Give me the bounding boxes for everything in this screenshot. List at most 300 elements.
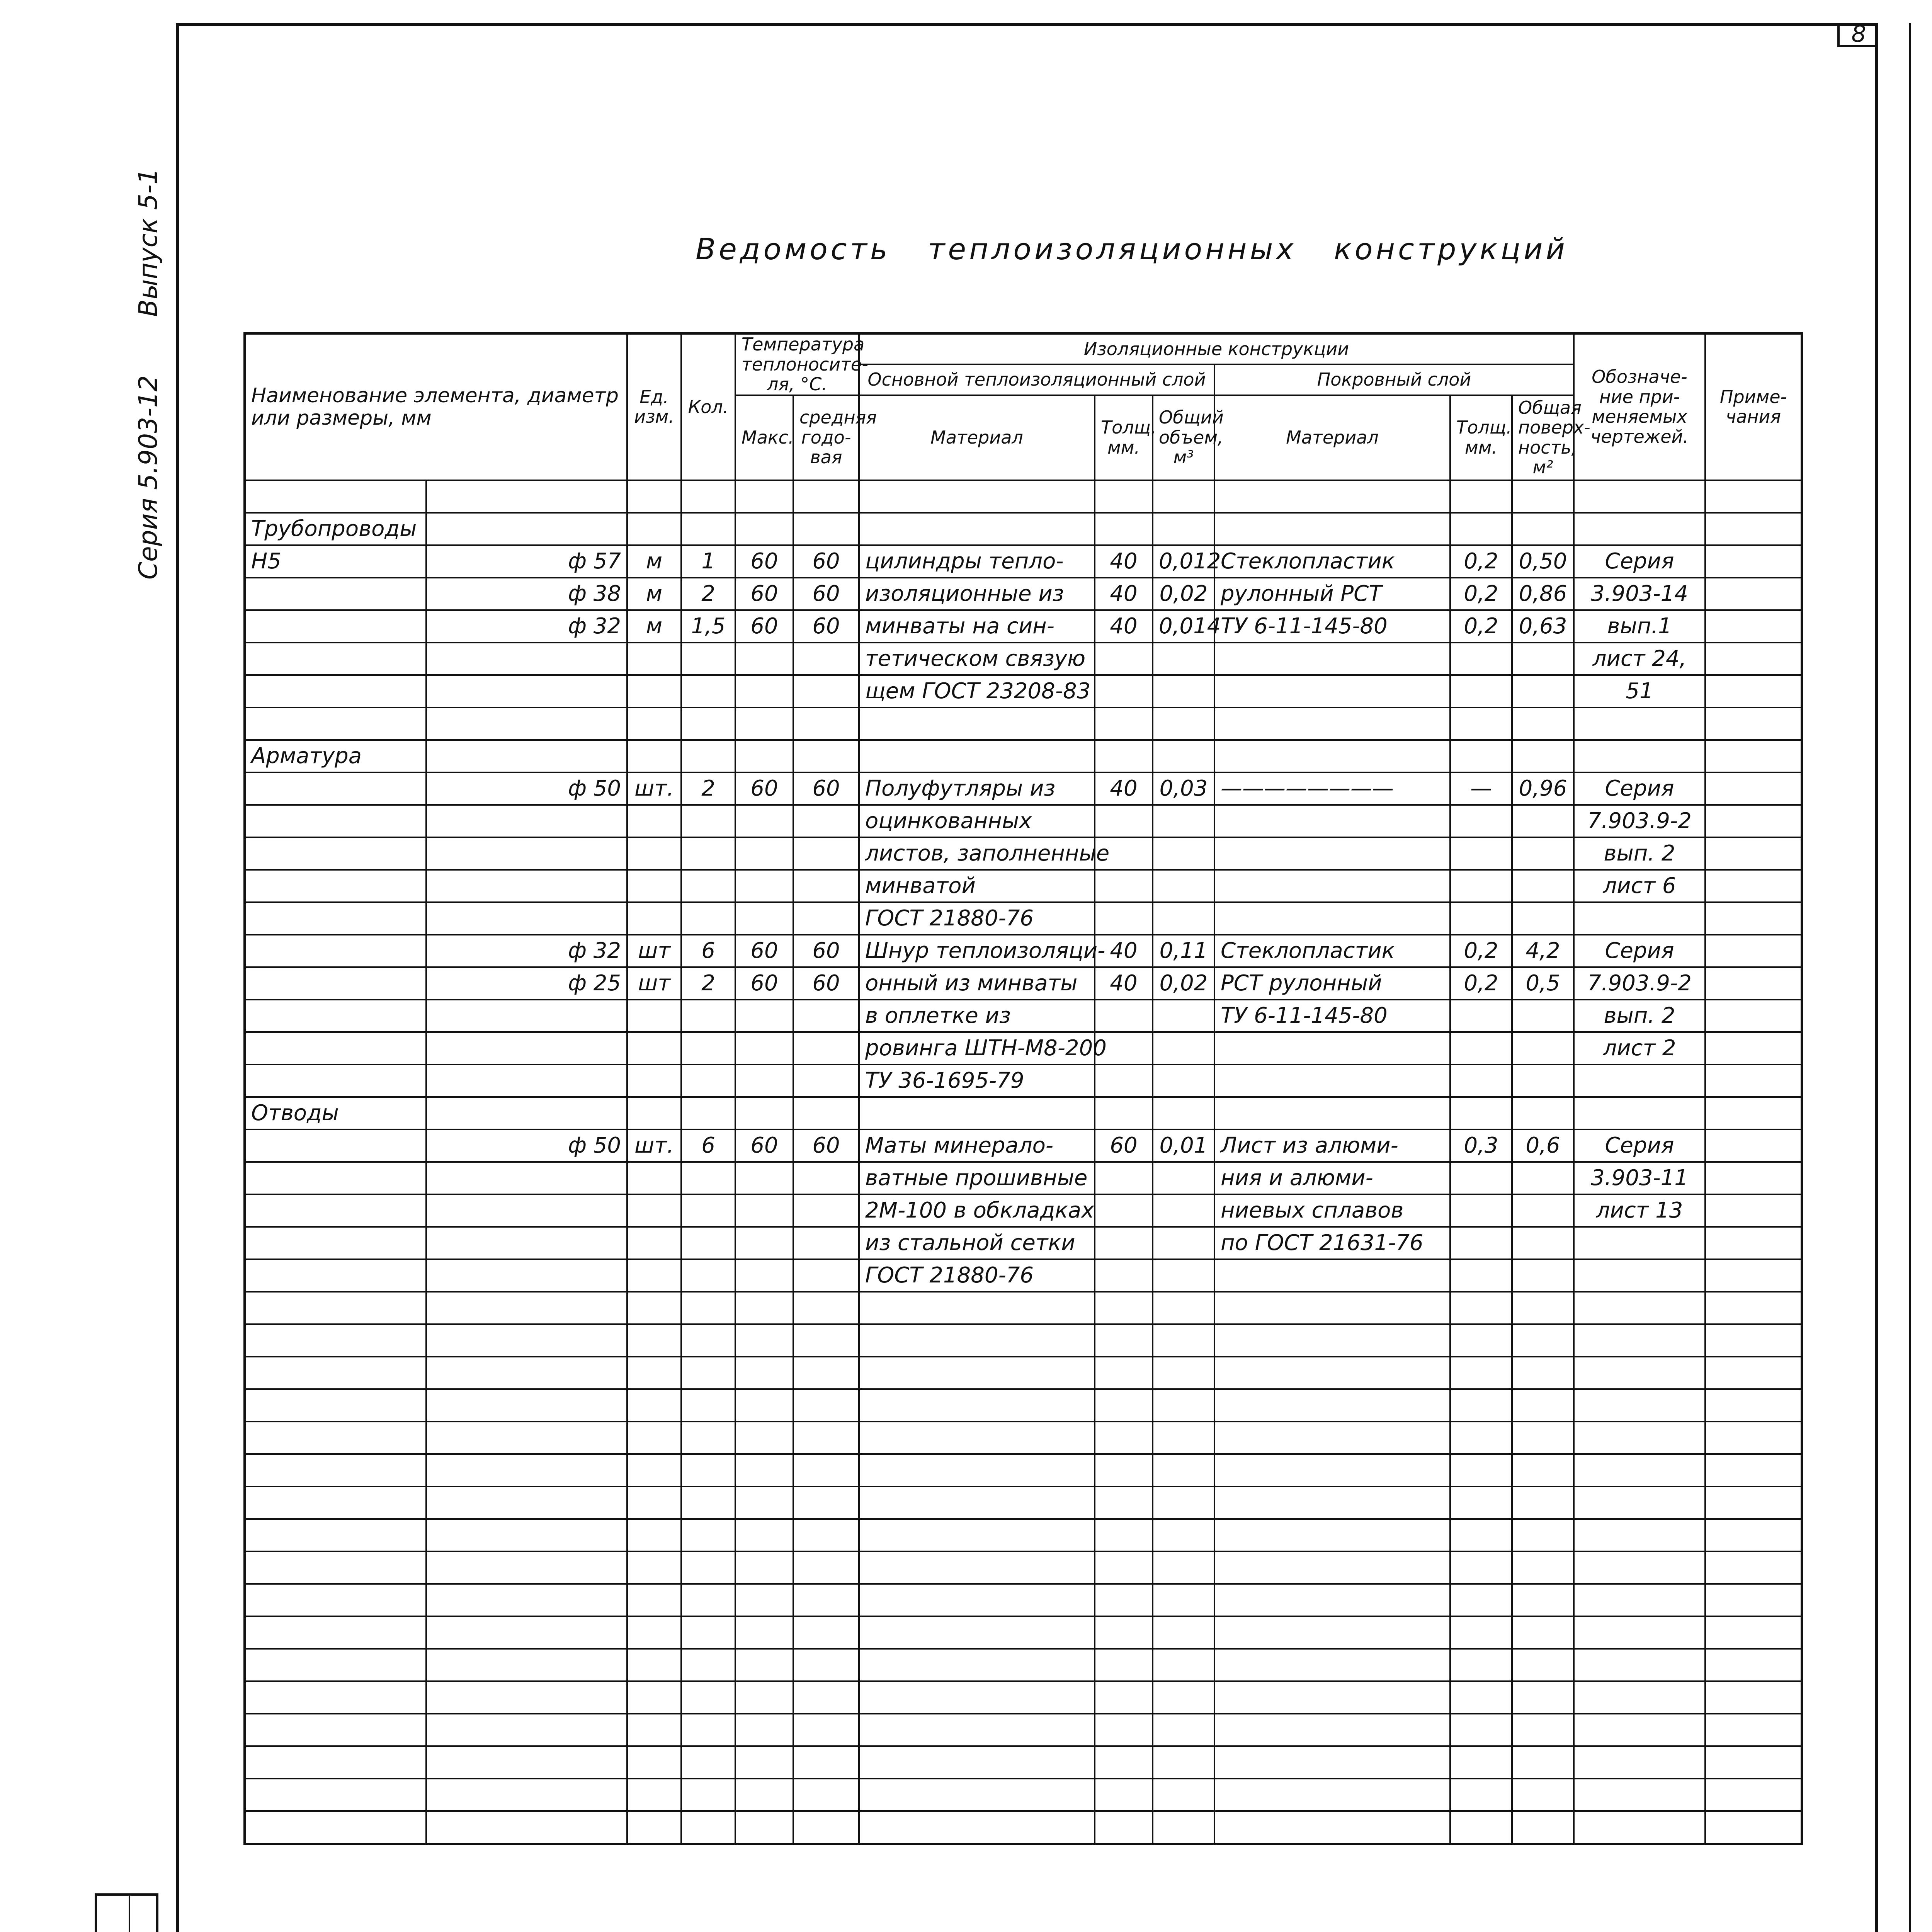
- cell-note: [1705, 935, 1802, 967]
- cell-thickness: [1095, 643, 1153, 675]
- cell-name: [245, 610, 426, 643]
- cell-cover-material: ТУ 6-11-145-80: [1214, 610, 1450, 643]
- cell-size: ф 50: [426, 772, 627, 805]
- cell-cover-thickness: 0,2: [1450, 578, 1512, 610]
- cell-note: [1705, 772, 1802, 805]
- cell-temp-max: [735, 1032, 793, 1065]
- cell-surface: 0,50: [1512, 545, 1574, 578]
- cell-cover-thickness: [1450, 480, 1512, 513]
- cell-qty: [681, 643, 735, 675]
- cell-note: [1705, 545, 1802, 578]
- empty-row: [245, 1292, 1802, 1324]
- cell-cover-material: ТУ 6-11-145-80: [1214, 1000, 1450, 1032]
- cell-unit: шт.: [627, 772, 681, 805]
- cell-material: минваты на син-: [859, 610, 1095, 643]
- cell-name: Трубопроводы: [245, 513, 426, 545]
- cell-thickness: [1095, 805, 1153, 837]
- insulation-table: [243, 332, 1803, 1845]
- cell-unit: [627, 480, 681, 513]
- cell-qty: 6: [681, 935, 735, 967]
- cell-thickness: [1095, 707, 1153, 740]
- table-row: [245, 675, 1802, 707]
- cell-unit: [627, 643, 681, 675]
- table-row: [245, 1259, 1802, 1292]
- cell-size: ф 38: [426, 578, 627, 610]
- cell-material: 2М-100 в обкладках: [859, 1194, 1095, 1227]
- cell-cover-material: [1214, 707, 1450, 740]
- cell-surface: [1512, 1162, 1574, 1194]
- cell-cover-material: рулонный РСТ: [1214, 578, 1450, 610]
- cell-designation: 7.903.9-2: [1574, 805, 1705, 837]
- cell-designation: Серия: [1574, 772, 1705, 805]
- cell-cover-thickness: [1450, 805, 1512, 837]
- cell-volume: [1153, 870, 1214, 902]
- cell-temp-max: [735, 870, 793, 902]
- cell-note: [1705, 513, 1802, 545]
- cell-note: [1705, 902, 1802, 935]
- cell-size: [426, 1065, 627, 1097]
- cell-temp-max: 60: [735, 772, 793, 805]
- cell-name: Н5: [245, 545, 426, 578]
- cell-cover-thickness: 0,2: [1450, 610, 1512, 643]
- cell-cover-thickness: [1450, 1162, 1512, 1194]
- cell-thickness: [1095, 1162, 1153, 1194]
- cell-temp-avg: [793, 805, 859, 837]
- header-cover-layer: Покровный слой: [1214, 364, 1574, 395]
- cell-volume: 0,11: [1153, 935, 1214, 967]
- table-row: [245, 1129, 1802, 1162]
- cell-name: [245, 578, 426, 610]
- cell-qty: [681, 902, 735, 935]
- cell-surface: [1512, 1032, 1574, 1065]
- cell-qty: [681, 837, 735, 870]
- page-title: Ведомость теплоизоляционных конструкций: [696, 232, 1568, 266]
- cell-thickness: [1095, 1000, 1153, 1032]
- cell-temp-avg: [793, 1000, 859, 1032]
- cell-size: [426, 707, 627, 740]
- table-row: [245, 1032, 1802, 1065]
- cell-thickness: 40: [1095, 610, 1153, 643]
- cell-size: [426, 643, 627, 675]
- cell-surface: [1512, 707, 1574, 740]
- empty-row: [245, 1746, 1802, 1779]
- cell-temp-avg: [793, 1194, 859, 1227]
- cell-cover-thickness: 0,2: [1450, 935, 1512, 967]
- series-label: Серия 5.903-12: [133, 375, 163, 580]
- table-row: [245, 1000, 1802, 1032]
- cell-cover-thickness: [1450, 740, 1512, 772]
- cell-temp-max: 60: [735, 610, 793, 643]
- cell-cover-thickness: [1450, 643, 1512, 675]
- cell-qty: 1: [681, 545, 735, 578]
- cell-note: [1705, 870, 1802, 902]
- cell-cover-thickness: [1450, 1227, 1512, 1259]
- cell-cover-thickness: [1450, 1194, 1512, 1227]
- cell-material: ровинга ШТН-М8-200: [859, 1032, 1095, 1065]
- cell-size: [426, 1000, 627, 1032]
- cell-size: [426, 675, 627, 707]
- cell-volume: [1153, 902, 1214, 935]
- cell-size: ф 32: [426, 610, 627, 643]
- cell-designation: лист 2: [1574, 1032, 1705, 1065]
- cell-qty: 6: [681, 1129, 735, 1162]
- cell-material: оцинкованных: [859, 805, 1095, 837]
- cell-volume: [1153, 643, 1214, 675]
- cell-surface: [1512, 513, 1574, 545]
- cell-surface: 0,86: [1512, 578, 1574, 610]
- cell-note: [1705, 1065, 1802, 1097]
- cell-unit: [627, 740, 681, 772]
- empty-row: [245, 1486, 1802, 1519]
- cell-name: [245, 772, 426, 805]
- cell-name: [245, 707, 426, 740]
- cell-unit: [627, 513, 681, 545]
- cell-thickness: [1095, 870, 1153, 902]
- cell-volume: [1153, 1065, 1214, 1097]
- cell-thickness: [1095, 1194, 1153, 1227]
- cell-note: [1705, 740, 1802, 772]
- cell-temp-max: 60: [735, 1129, 793, 1162]
- header-name: Наименование элемента, диаметр или размеры, мм: [245, 333, 627, 480]
- empty-row: [245, 1324, 1802, 1357]
- cell-note: [1705, 643, 1802, 675]
- cell-unit: [627, 1162, 681, 1194]
- cell-note: [1705, 610, 1802, 643]
- cell-surface: [1512, 675, 1574, 707]
- cell-temp-max: [735, 1194, 793, 1227]
- cell-material: онный из минваты: [859, 967, 1095, 1000]
- cell-unit: [627, 675, 681, 707]
- cell-material: ГОСТ 21880-76: [859, 1259, 1095, 1292]
- cell-name: [245, 902, 426, 935]
- cell-cover-material: [1214, 740, 1450, 772]
- empty-row: [245, 1779, 1802, 1811]
- cell-designation: [1574, 1065, 1705, 1097]
- cell-unit: [627, 1259, 681, 1292]
- cell-cover-material: РСТ рулонный: [1214, 967, 1450, 1000]
- cell-temp-max: [735, 480, 793, 513]
- cell-qty: 2: [681, 967, 735, 1000]
- cell-name: [245, 1129, 426, 1162]
- cell-size: ф 32: [426, 935, 627, 967]
- cell-note: [1705, 675, 1802, 707]
- cell-thickness: 40: [1095, 935, 1153, 967]
- cell-cover-thickness: [1450, 707, 1512, 740]
- cell-cover-thickness: [1450, 902, 1512, 935]
- cell-note: [1705, 578, 1802, 610]
- cell-note: [1705, 1259, 1802, 1292]
- cell-qty: [681, 675, 735, 707]
- cell-size: [426, 1259, 627, 1292]
- table-row: [245, 935, 1802, 967]
- cell-thickness: [1095, 902, 1153, 935]
- cell-temp-avg: [793, 740, 859, 772]
- cell-designation: Серия: [1574, 1129, 1705, 1162]
- cell-cover-thickness: [1450, 1000, 1512, 1032]
- cell-designation: вып. 2: [1574, 1000, 1705, 1032]
- cell-cover-thickness: [1450, 513, 1512, 545]
- cell-cover-material: [1214, 513, 1450, 545]
- cell-designation: вып. 2: [1574, 837, 1705, 870]
- cell-qty: [681, 805, 735, 837]
- cell-volume: [1153, 740, 1214, 772]
- cell-designation: [1574, 1097, 1705, 1129]
- cell-note: [1705, 1227, 1802, 1259]
- cell-material: Маты минерало-: [859, 1129, 1095, 1162]
- cell-material: [859, 480, 1095, 513]
- empty-row: [245, 1422, 1802, 1454]
- empty-row: [245, 1357, 1802, 1389]
- cell-surface: [1512, 1000, 1574, 1032]
- cell-surface: [1512, 870, 1574, 902]
- cell-designation: [1574, 707, 1705, 740]
- cell-volume: [1153, 1194, 1214, 1227]
- cell-cover-thickness: [1450, 675, 1512, 707]
- cell-unit: м: [627, 578, 681, 610]
- cell-cover-material: [1214, 1259, 1450, 1292]
- cell-temp-max: [735, 805, 793, 837]
- cell-temp-avg: 60: [793, 772, 859, 805]
- cell-cover-thickness: [1450, 1032, 1512, 1065]
- cell-name: [245, 1162, 426, 1194]
- cell-material: ватные прошивные: [859, 1162, 1095, 1194]
- table-row: [245, 837, 1802, 870]
- cell-cover-thickness: [1450, 1065, 1512, 1097]
- cell-temp-avg: [793, 513, 859, 545]
- cell-surface: [1512, 1097, 1574, 1129]
- cell-qty: [681, 1065, 735, 1097]
- header-unit: Ед. изм.: [627, 333, 681, 480]
- table-row: [245, 707, 1802, 740]
- cell-cover-material: ————————: [1214, 772, 1450, 805]
- cell-surface: 4,2: [1512, 935, 1574, 967]
- empty-row: [245, 1649, 1802, 1681]
- side-stamp: [95, 1893, 158, 1932]
- cell-designation: [1574, 902, 1705, 935]
- cell-temp-avg: [793, 643, 859, 675]
- cell-cover-material: [1214, 902, 1450, 935]
- cell-volume: [1153, 513, 1214, 545]
- cell-unit: [627, 1194, 681, 1227]
- table-row: [245, 967, 1802, 1000]
- cell-name: [245, 870, 426, 902]
- cell-thickness: [1095, 1259, 1153, 1292]
- cell-volume: 0,02: [1153, 967, 1214, 1000]
- cell-surface: [1512, 740, 1574, 772]
- cell-cover-thickness: [1450, 837, 1512, 870]
- cell-temp-avg: [793, 1065, 859, 1097]
- cell-size: [426, 480, 627, 513]
- cell-surface: [1512, 805, 1574, 837]
- cell-volume: [1153, 1259, 1214, 1292]
- cell-cover-material: [1214, 643, 1450, 675]
- cell-material: тетическом связую: [859, 643, 1095, 675]
- cell-note: [1705, 837, 1802, 870]
- cell-volume: 0,014: [1153, 610, 1214, 643]
- cell-unit: [627, 1000, 681, 1032]
- cell-unit: [627, 902, 681, 935]
- table-row: [245, 772, 1802, 805]
- cell-material: изоляционные из: [859, 578, 1095, 610]
- cell-thickness: 40: [1095, 545, 1153, 578]
- cell-qty: [681, 1227, 735, 1259]
- cell-qty: [681, 1259, 735, 1292]
- cell-temp-avg: [793, 675, 859, 707]
- cell-designation: [1574, 513, 1705, 545]
- cell-qty: 1,5: [681, 610, 735, 643]
- table-row: [245, 610, 1802, 643]
- cell-size: [426, 1227, 627, 1259]
- empty-row: [245, 1519, 1802, 1551]
- cell-thickness: 40: [1095, 772, 1153, 805]
- cell-temp-max: [735, 1000, 793, 1032]
- header-note: Приме-чания: [1705, 333, 1802, 480]
- frame-edge: [1909, 23, 1911, 1932]
- table-row: [245, 578, 1802, 610]
- cell-designation: Серия: [1574, 935, 1705, 967]
- cell-temp-max: [735, 513, 793, 545]
- cell-qty: [681, 1000, 735, 1032]
- cell-temp-max: [735, 675, 793, 707]
- cell-size: [426, 1194, 627, 1227]
- cell-temp-avg: 60: [793, 1129, 859, 1162]
- cell-designation: Серия: [1574, 545, 1705, 578]
- table-row: [245, 643, 1802, 675]
- cell-note: [1705, 967, 1802, 1000]
- cell-size: [426, 1162, 627, 1194]
- cell-material: Шнур теплоизоляци-: [859, 935, 1095, 967]
- cell-temp-avg: 60: [793, 935, 859, 967]
- cell-unit: шт.: [627, 1129, 681, 1162]
- cell-size: [426, 902, 627, 935]
- cell-unit: [627, 1065, 681, 1097]
- cell-name: [245, 1227, 426, 1259]
- cell-material: Полуфутляры из: [859, 772, 1095, 805]
- cell-thickness: [1095, 1097, 1153, 1129]
- cell-surface: [1512, 1259, 1574, 1292]
- cell-temp-avg: [793, 837, 859, 870]
- empty-row: [245, 1551, 1802, 1584]
- cell-material: щем ГОСТ 23208-83: [859, 675, 1095, 707]
- cell-designation: лист 24,: [1574, 643, 1705, 675]
- cell-unit: [627, 870, 681, 902]
- table-row: [245, 480, 1802, 513]
- cell-temp-max: [735, 837, 793, 870]
- cell-temp-avg: [793, 1162, 859, 1194]
- cell-name: [245, 1194, 426, 1227]
- empty-row: [245, 1616, 1802, 1649]
- issue-label: Выпуск 5-1: [133, 168, 163, 317]
- cell-note: [1705, 1000, 1802, 1032]
- cell-surface: [1512, 837, 1574, 870]
- cell-qty: [681, 1097, 735, 1129]
- cell-note: [1705, 805, 1802, 837]
- cell-temp-max: 60: [735, 935, 793, 967]
- cell-designation: лист 6: [1574, 870, 1705, 902]
- cell-cover-material: ниевых сплавов: [1214, 1194, 1450, 1227]
- cell-name: [245, 837, 426, 870]
- cell-temp-max: [735, 740, 793, 772]
- cell-material: [859, 707, 1095, 740]
- cell-volume: [1153, 675, 1214, 707]
- cell-cover-material: [1214, 1065, 1450, 1097]
- cell-name: [245, 1065, 426, 1097]
- cell-volume: [1153, 1000, 1214, 1032]
- cell-volume: [1153, 480, 1214, 513]
- cell-temp-max: 60: [735, 967, 793, 1000]
- cell-unit: [627, 805, 681, 837]
- cell-volume: [1153, 1097, 1214, 1129]
- cell-unit: [627, 1097, 681, 1129]
- cell-note: [1705, 1129, 1802, 1162]
- cell-qty: 2: [681, 578, 735, 610]
- cell-name: [245, 480, 426, 513]
- cell-surface: 0,96: [1512, 772, 1574, 805]
- cell-note: [1705, 1162, 1802, 1194]
- cell-temp-max: [735, 707, 793, 740]
- cell-name: Отводы: [245, 1097, 426, 1129]
- cell-designation: [1574, 1227, 1705, 1259]
- cell-qty: [681, 1162, 735, 1194]
- cell-surface: [1512, 902, 1574, 935]
- cell-material: [859, 513, 1095, 545]
- cell-temp-avg: [793, 870, 859, 902]
- header-cover-material: Материал: [1214, 395, 1450, 480]
- cell-volume: [1153, 1162, 1214, 1194]
- header-qty: Кол.: [681, 333, 735, 480]
- cell-cover-thickness: [1450, 1259, 1512, 1292]
- cell-cover-material: [1214, 1032, 1450, 1065]
- header-temp: Температура теплоносите-ля, °С.: [735, 333, 859, 395]
- cell-name: [245, 1259, 426, 1292]
- cell-cover-material: [1214, 675, 1450, 707]
- cell-temp-max: [735, 1097, 793, 1129]
- table-row: [245, 1194, 1802, 1227]
- cell-size: [426, 1032, 627, 1065]
- cell-volume: [1153, 837, 1214, 870]
- header-temp-max: Макс.: [735, 395, 793, 480]
- cell-name: [245, 1032, 426, 1065]
- cell-qty: 2: [681, 772, 735, 805]
- cell-surface: [1512, 643, 1574, 675]
- cell-cover-material: [1214, 870, 1450, 902]
- cell-temp-max: [735, 643, 793, 675]
- table-row: [245, 740, 1802, 772]
- cell-temp-avg: 60: [793, 967, 859, 1000]
- cell-temp-avg: [793, 1227, 859, 1259]
- table-row: [245, 1097, 1802, 1129]
- cell-size: ф 57: [426, 545, 627, 578]
- empty-row: [245, 1681, 1802, 1714]
- cell-surface: [1512, 480, 1574, 513]
- cell-material: цилиндры тепло-: [859, 545, 1095, 578]
- cell-qty: [681, 707, 735, 740]
- cell-cover-thickness: 0,2: [1450, 967, 1512, 1000]
- table-row: [245, 870, 1802, 902]
- cell-volume: 0,012: [1153, 545, 1214, 578]
- cell-volume: 0,01: [1153, 1129, 1214, 1162]
- cell-designation: [1574, 480, 1705, 513]
- cell-temp-max: [735, 1259, 793, 1292]
- cell-material: минватой: [859, 870, 1095, 902]
- cell-name: [245, 935, 426, 967]
- cell-unit: [627, 837, 681, 870]
- cell-temp-max: [735, 902, 793, 935]
- cell-qty: [681, 1194, 735, 1227]
- cell-material: из стальной сетки: [859, 1227, 1095, 1259]
- cell-surface: 0,6: [1512, 1129, 1574, 1162]
- cell-surface: [1512, 1227, 1574, 1259]
